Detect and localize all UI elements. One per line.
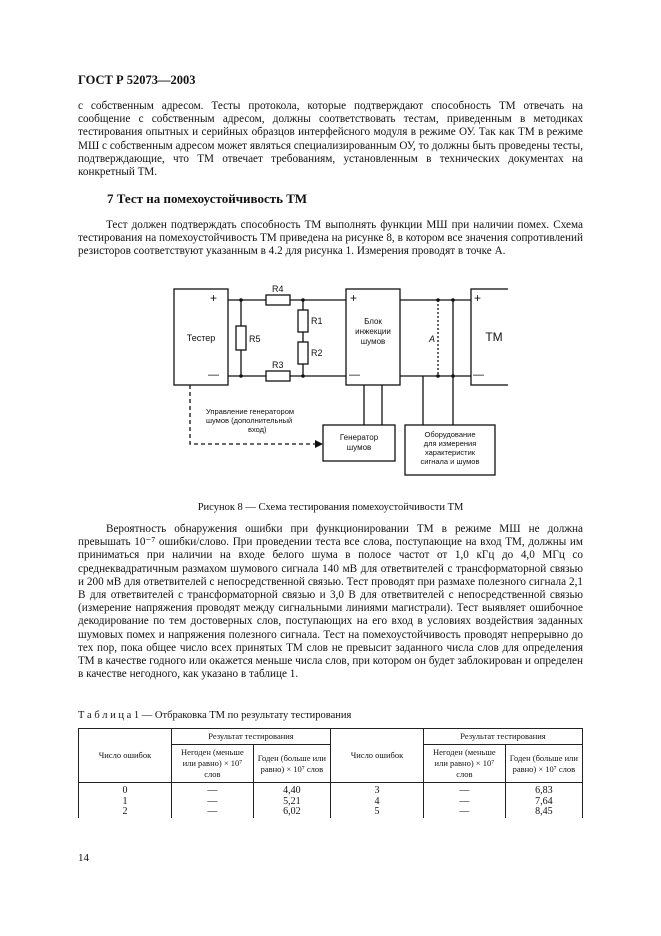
noise-unit-label-1: Блок bbox=[364, 317, 382, 326]
point-a-label: A bbox=[429, 334, 436, 344]
table-cell: — bbox=[423, 797, 505, 808]
table-cell: 5 bbox=[330, 807, 423, 818]
tester-minus: — bbox=[208, 369, 219, 381]
header-good-2: Годен (больше или равно) × 10⁷ слов bbox=[505, 745, 582, 783]
table-cell: — bbox=[172, 783, 254, 797]
tm-label: ТМ bbox=[485, 330, 503, 344]
table-cell: — bbox=[172, 807, 254, 818]
header-result-2: Результат тестирования bbox=[423, 729, 582, 745]
results-table bbox=[78, 728, 583, 818]
r3-label: R3 bbox=[272, 360, 284, 370]
generator-label-1: Генератор bbox=[339, 433, 379, 442]
noise-unit-minus: — bbox=[349, 369, 360, 381]
table-cell: 4 bbox=[330, 797, 423, 808]
tester-plus: + bbox=[210, 291, 218, 305]
resistor-r1 bbox=[298, 310, 308, 332]
section-title: 7 Тест на помехоустойчивость ТМ bbox=[107, 191, 307, 206]
noise-unit-plus: + bbox=[350, 291, 358, 305]
table-cell: 1 bbox=[79, 797, 172, 808]
table-title: Т а б л и ц а 1 — Отбраковка ТМ по результату тестирования bbox=[78, 710, 352, 721]
table-cell: — bbox=[423, 807, 505, 818]
table-cell: 2 bbox=[79, 807, 172, 818]
table-row bbox=[79, 807, 583, 818]
r4-label: R4 bbox=[272, 284, 284, 294]
figure-caption: Рисунок 8 — Схема тестирования помехоустойчивости ТМ bbox=[197, 502, 464, 513]
intro-paragraph: с собственным адресом. Тесты протокола, которые подтверждают способность ТМ отвечать на сообщение с собственным адресом, должны соответствовать тестам, приведенным в методиках тестирования опытных и серийных образцов интерфейсного модуля в режиме ОУ. Так как ТМ в режиме МШ с собственным адресом может являться специализированным ОУ, то должны быть проведены тесты, подтверждающие, что ТМ отвечает требованиям, установленным в технических документах на конкретный ТМ. bbox=[78, 100, 583, 179]
table-cell: 6,83 bbox=[505, 783, 582, 797]
equipment-label-1: Оборудование bbox=[424, 430, 476, 439]
table-cell: 3 bbox=[330, 783, 423, 797]
section-paragraph: Тест должен подтверждать способность ТМ выполнять функции МШ при наличии помех. Схема тестирования на помехоустойчивость ТМ приведена на рисунке 8, в котором все значения сопротивлений резисторов соответствуют указанным в 4.2 для рисунка 1. Измерения проводят в точке A. bbox=[78, 219, 583, 258]
header-bad-2: Негоден (меньше или равно) × 10⁷ слов bbox=[423, 745, 505, 783]
r5-label: R5 bbox=[249, 334, 261, 344]
table-cell: 7,64 bbox=[505, 797, 582, 808]
tester-label: Тестер bbox=[186, 333, 216, 343]
tm-plus: + bbox=[474, 291, 482, 305]
header-bad-1: Негоден (меньше или равно) × 10⁷ слов bbox=[172, 745, 254, 783]
equipment-label-4: сигнала и шумов bbox=[420, 457, 480, 466]
generator-label-2: шумов bbox=[346, 443, 372, 452]
test-circuit-diagram bbox=[168, 280, 508, 480]
resistor-r5 bbox=[236, 326, 246, 350]
r1-label: R1 bbox=[311, 316, 323, 326]
table-cell: — bbox=[423, 783, 505, 797]
body-paragraph: Вероятность обнаружения ошибки при функционировании ТМ в режиме МШ не должна превышать 10⁻⁷ ошибки/слово. При проведении теста все слова, поступающие на вход ТМ, должны им приниматься при наличии на входе белого шума в полосе частот от 1,0 кГц до 4,0 МГц со среднеквадратичным размахом шумового сигнала 140 мВ для ответвителей с трансформаторной связью и 200 мВ для ответвителей с непосредственной связью. Тест проводят при размахе полезного сигнала 2,1 В для ответвителей с трансформаторной связью и 3,0 В для ответвителей с непосредственной связью (измерение напряжения проводят между сигнальными линиями магистрали). Тест выявляет ошибочное декодирование по тем достоверных слов, поступающих на его вход в условиях воздействия заданных шумовых помех и напряжения полезного сигнала. Тест на помехоустойчивость проводят непрерывно до тех пор, пока общее число всех принятых ТМ слов не превысит заданного числа слов для определения ТМ в качестве годного или окажется меньше числа слов, при котором он будет заблокирован и определен в качестве негодного, как указано в таблице 1. bbox=[78, 523, 583, 681]
header-errors-2: Число ошибок bbox=[330, 729, 423, 783]
table-cell: 8,45 bbox=[505, 807, 582, 818]
control-label-2: шумов (дополнительный bbox=[206, 416, 293, 425]
noise-unit-label-2: инжекции bbox=[355, 327, 391, 336]
table-cell: 0 bbox=[79, 783, 172, 797]
page-number: 14 bbox=[78, 852, 89, 864]
table-cell: 6,02 bbox=[253, 807, 330, 818]
noise-unit-label-3: шумов bbox=[360, 337, 386, 346]
control-label-3: вход) bbox=[248, 425, 267, 434]
table-row bbox=[79, 783, 583, 797]
tm-minus: — bbox=[473, 369, 484, 381]
r2-label: R2 bbox=[311, 348, 323, 358]
table-cell: 4,40 bbox=[253, 783, 330, 797]
table-row bbox=[79, 797, 583, 808]
equipment-label-2: для измерения bbox=[423, 439, 477, 448]
equipment-label-3: характеристик bbox=[424, 448, 476, 457]
resistor-r2 bbox=[298, 342, 308, 364]
table-cell: 5,21 bbox=[253, 797, 330, 808]
header-errors-1: Число ошибок bbox=[79, 729, 172, 783]
document-header: ГОСТ Р 52073—2003 bbox=[78, 73, 196, 87]
resistor-r3 bbox=[266, 371, 290, 381]
header-result-1: Результат тестирования bbox=[172, 729, 331, 745]
header-good-1: Годен (больше или равно) × 10⁷ слов bbox=[253, 745, 330, 783]
resistor-r4 bbox=[266, 295, 290, 305]
table-cell: — bbox=[172, 797, 254, 808]
control-label-1: Управление генератором bbox=[206, 407, 295, 416]
